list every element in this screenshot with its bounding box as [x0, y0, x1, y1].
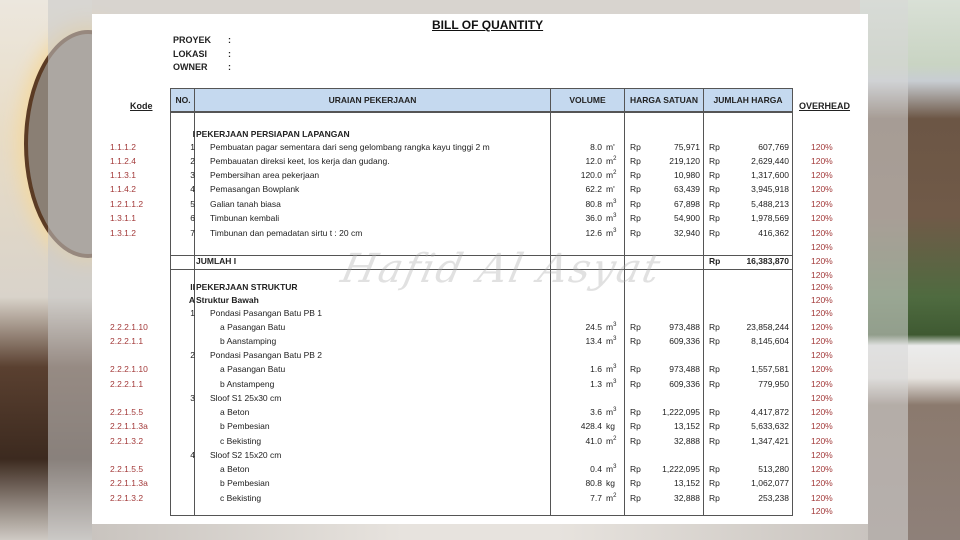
item-total: 8,145,604 [751, 336, 789, 346]
currency-label: Rp [630, 170, 641, 180]
overhead-value: 120% [811, 350, 833, 360]
currency-label: Rp [709, 199, 720, 209]
currency-label: Rp [630, 493, 641, 503]
item-unit-price: 219,120 [669, 156, 700, 166]
item-number: 3 [190, 170, 195, 180]
watermark: Hafid Al Asyat [337, 246, 666, 292]
kode-header: Kode [130, 101, 153, 111]
item-unit-price: 973,488 [669, 322, 700, 332]
item-description: b Aanstamping [220, 336, 277, 346]
item-description: JUMLAH I [196, 256, 237, 266]
currency-label: Rp [709, 142, 720, 152]
overhead-value: 120% [811, 170, 833, 180]
currency-label: Rp [709, 170, 720, 180]
item-total: 607,769 [758, 142, 789, 152]
table-row [92, 348, 868, 362]
item-volume: 36.0 [585, 213, 602, 223]
overhead-value: 120% [811, 199, 833, 209]
section-row [92, 293, 868, 307]
item-description: Sloof S1 25x30 cm [210, 393, 282, 403]
item-number: 7 [190, 228, 195, 238]
item-code: 2.2.1.1.3a [110, 421, 148, 431]
item-total: 513,280 [758, 464, 789, 474]
item-description: Pondasi Pasangan Batu PB 2 [210, 350, 322, 360]
item-unit-price: 67,898 [674, 199, 700, 209]
background-photo-right [860, 0, 960, 540]
item-code: 1.1.3.1 [110, 170, 136, 180]
item-code: 2.2.2.1.10 [110, 322, 148, 332]
item-volume: 80.8 [585, 199, 602, 209]
currency-label: Rp [709, 421, 720, 431]
overhead-value: 120% [811, 464, 833, 474]
item-total: 779,950 [758, 379, 789, 389]
overhead-value: 120% [811, 156, 833, 166]
overhead-value: 120% [811, 336, 833, 346]
item-code: 1.1.4.2 [110, 184, 136, 194]
item-volume: 24.5 [585, 322, 602, 332]
overhead-value: 120% [811, 364, 833, 374]
item-description: Timbunan kembali [210, 213, 280, 223]
currency-label: Rp [709, 336, 720, 346]
table-row [92, 197, 868, 211]
currency-label: Rp [630, 421, 641, 431]
meta-lokasi [173, 49, 231, 63]
meta-separator: : [228, 35, 231, 45]
item-unit: $m^3$ [606, 199, 617, 209]
item-code: 2.2.1.3.2 [110, 436, 144, 446]
item-volume: 1.3 [590, 379, 602, 389]
table-header [171, 89, 792, 113]
item-unit-price: 32,888 [674, 493, 700, 503]
table-row [92, 211, 868, 225]
item-unit-price: 973,488 [669, 364, 700, 374]
item-number: 5 [190, 199, 195, 209]
item-code: 2.2.2.1.1 [110, 336, 144, 346]
item-unit-price: 1,222,095 [662, 407, 700, 417]
item-unit-price: 13,152 [674, 478, 700, 488]
item-unit: $m^3$ [606, 322, 617, 332]
item-description: a Beton [220, 407, 250, 417]
item-total: 5,488,213 [751, 199, 789, 209]
table-row [92, 419, 868, 433]
currency-label: Rp [709, 156, 720, 166]
item-description: b Pembesian [220, 478, 270, 488]
overhead-value: 120% [811, 322, 833, 332]
currency-label: Rp [630, 213, 641, 223]
item-description: Pembauatan direksi keet, los kerja dan gudang. [210, 156, 390, 166]
col-volume: VOLUME [569, 95, 606, 105]
item-unit: $m^3$ [606, 407, 617, 417]
item-code: 2.2.1.5.5 [110, 407, 144, 417]
table-row [92, 182, 868, 196]
item-unit-price: 75,971 [674, 142, 700, 152]
item-total: 23,858,244 [746, 322, 789, 332]
item-total: 253,238 [758, 493, 789, 503]
col-unit-price: HARGA SATUAN [630, 95, 698, 105]
overhead-value: 120% [811, 142, 833, 152]
item-volume: 80.8 [585, 478, 602, 488]
item-unit: $m^3$ [606, 364, 617, 374]
item-total: 1,347,421 [751, 436, 789, 446]
overhead-value: 120% [811, 228, 833, 238]
table-row [92, 434, 868, 448]
currency-label: Rp [630, 436, 641, 446]
overhead-value: 120% [811, 436, 833, 446]
item-description: PEKERJAAN PERSIAPAN LAPANGAN [196, 129, 350, 139]
col-desc: URAIAN PEKERJAAN [328, 95, 417, 105]
col-total: JUMLAH HARGA [713, 95, 783, 105]
item-code: 2.2.2.1.10 [110, 364, 148, 374]
item-number: 2 [190, 350, 195, 360]
item-total: 5,633,632 [751, 421, 789, 431]
currency-label: Rp [709, 379, 720, 389]
item-description: PEKERJAAN STRUKTUR [196, 282, 298, 292]
item-code: 2.2.2.1.1 [110, 379, 144, 389]
table-row [92, 168, 868, 182]
item-description: Pembuatan pagar sementara dari seng gelombang rangka kayu tinggi 2 m [210, 142, 490, 152]
table-row [92, 154, 868, 168]
item-unit: $m^3$ [606, 213, 617, 223]
meta-separator: : [228, 62, 231, 72]
item-description: c Bekisting [220, 436, 262, 446]
table-row [92, 462, 868, 476]
item-unit: $m^2$ [606, 156, 617, 166]
overhead-value: 120% [811, 421, 833, 431]
item-code: 1.1.2.4 [110, 156, 136, 166]
item-total: 416,362 [758, 228, 789, 238]
item-code: 1.3.1.1 [110, 213, 136, 223]
item-unit: $m^3$ [606, 464, 617, 474]
item-unit-price: 63,439 [674, 184, 700, 194]
item-unit-price: 10,980 [674, 170, 700, 180]
project-meta [173, 35, 231, 76]
table-row [92, 320, 868, 334]
item-unit: m' [606, 142, 615, 152]
item-unit-price: 609,336 [669, 336, 700, 346]
item-volume: 41.0 [585, 436, 602, 446]
overhead-value: 120% [811, 213, 833, 223]
item-unit: kg [606, 478, 615, 488]
item-number: 1 [190, 142, 195, 152]
item-number: 2 [190, 156, 195, 166]
overhead-value: 120% [811, 270, 833, 280]
item-unit: $m^3$ [606, 228, 617, 238]
item-unit: m' [606, 184, 615, 194]
item-code: 1.1.1.2 [110, 142, 136, 152]
meta-owner [173, 62, 231, 76]
currency-label: Rp [630, 156, 641, 166]
currency-label: Rp [709, 493, 720, 503]
item-total: 2,629,440 [751, 156, 789, 166]
item-description: Pemasangan Bowplank [210, 184, 300, 194]
item-code: 1.2.1.1.2 [110, 199, 144, 209]
boq-sheet [92, 14, 868, 524]
table-row [92, 226, 868, 240]
overlay-fade [48, 0, 92, 540]
item-unit: kg [606, 421, 615, 431]
item-description: a Pasangan Batu [220, 322, 286, 332]
item-unit-price: 609,336 [669, 379, 700, 389]
table-row [92, 504, 868, 518]
currency-label: Rp [709, 478, 720, 488]
item-unit: $m^3$ [606, 336, 617, 346]
item-total: 1,978,569 [751, 213, 789, 223]
table-row [92, 476, 868, 490]
item-number: 4 [190, 450, 195, 460]
currency-label: Rp [630, 199, 641, 209]
overhead-value: 120% [811, 506, 833, 516]
currency-label: Rp [709, 228, 720, 238]
item-code: 2.2.1.1.3a [110, 478, 148, 488]
currency-label: Rp [630, 322, 641, 332]
item-unit-price: 32,940 [674, 228, 700, 238]
item-volume: 0.4 [590, 464, 602, 474]
item-unit-price: 32,888 [674, 436, 700, 446]
currency-label: Rp [709, 407, 720, 417]
table-row [92, 306, 868, 320]
item-number: 6 [190, 213, 195, 223]
overhead-value: 120% [811, 242, 833, 252]
section-row [92, 127, 868, 141]
table-row [92, 377, 868, 391]
item-unit-price: 54,900 [674, 213, 700, 223]
meta-label: OWNER [173, 62, 208, 72]
item-description: a Beton [220, 464, 250, 474]
background-photo-bottom [92, 522, 868, 540]
item-total: 3,945,918 [751, 184, 789, 194]
item-volume: 7.7 [590, 493, 602, 503]
item-volume: 120.0 [580, 170, 602, 180]
item-total: 1,557,581 [751, 364, 789, 374]
overhead-value: 120% [811, 450, 833, 460]
item-description: b Anstampeng [220, 379, 275, 389]
table-row [92, 405, 868, 419]
item-description: Galian tanah biasa [210, 199, 281, 209]
currency-label: Rp [630, 228, 641, 238]
item-volume: 12.0 [585, 156, 602, 166]
currency-label: Rp [709, 464, 720, 474]
item-description: Timbunan dan pemadatan sirtu t : 20 cm [210, 228, 363, 238]
document-title: BILL OF QUANTITY [432, 18, 544, 32]
item-description: Pembersihan area pekerjaan [210, 170, 320, 180]
currency-label: Rp [709, 436, 720, 446]
item-volume: 8.0 [590, 142, 602, 152]
item-total: 1,317,600 [751, 170, 789, 180]
currency-label: Rp [630, 379, 641, 389]
item-volume: 3.6 [590, 407, 602, 417]
item-volume: 1.6 [590, 364, 602, 374]
item-unit: $m^2$ [606, 493, 617, 503]
item-total: 1,062,077 [751, 478, 789, 488]
currency-label: Rp [630, 478, 641, 488]
item-total: 16,383,870 [746, 256, 789, 266]
overhead-value: 120% [811, 282, 833, 292]
overhead-header: OVERHEAD [799, 101, 851, 111]
overhead-value: 120% [811, 184, 833, 194]
table-row [92, 491, 868, 505]
item-volume: 428.4 [580, 421, 602, 431]
background-photo-left [0, 0, 92, 540]
currency-label: Rp [709, 256, 721, 266]
overhead-value: 120% [811, 493, 833, 503]
table-row [92, 140, 868, 154]
currency-label: Rp [630, 464, 641, 474]
currency-label: Rp [630, 184, 641, 194]
item-unit-price: 1,222,095 [662, 464, 700, 474]
currency-label: Rp [630, 407, 641, 417]
item-number: 4 [190, 184, 195, 194]
item-description: Struktur Bawah [196, 295, 259, 305]
item-number: II [190, 282, 195, 292]
overhead-value: 120% [811, 478, 833, 488]
item-unit: $m^3$ [606, 379, 617, 389]
item-unit-price: 13,152 [674, 421, 700, 431]
overhead-value: 120% [811, 379, 833, 389]
item-volume: 13.4 [585, 336, 602, 346]
currency-label: Rp [709, 184, 720, 194]
currency-label: Rp [630, 364, 641, 374]
meta-separator: : [228, 48, 231, 59]
item-code: 1.3.1.2 [110, 228, 136, 238]
item-volume: 62.2 [585, 184, 602, 194]
overhead-value: 120% [811, 308, 833, 318]
overhead-value: 120% [811, 407, 833, 417]
currency-label: Rp [709, 364, 720, 374]
item-number: A [188, 295, 195, 305]
item-description: Sloof S2 15x20 cm [210, 450, 282, 460]
table-row [92, 334, 868, 348]
item-code: 2.2.1.3.2 [110, 493, 144, 503]
currency-label: Rp [630, 142, 641, 152]
item-number: I [192, 129, 195, 139]
table-row [92, 362, 868, 376]
item-total: 4,417,872 [751, 407, 789, 417]
item-description: c Bekisting [220, 493, 262, 503]
currency-label: Rp [630, 336, 641, 346]
meta-label: PROYEK [173, 35, 212, 45]
item-unit: $m^2$ [606, 170, 617, 180]
table-row [92, 391, 868, 405]
overhead-value: 120% [811, 393, 833, 403]
overhead-value: 120% [811, 256, 833, 266]
col-no: NO. [175, 95, 191, 105]
table-row [92, 448, 868, 462]
overhead-value: 120% [811, 295, 833, 305]
item-description: Pondasi Pasangan Batu PB 1 [210, 308, 322, 318]
item-description: a Pasangan Batu [220, 364, 286, 374]
item-unit: $m^2$ [606, 436, 617, 446]
item-number: 3 [190, 393, 195, 403]
item-code: 2.2.1.5.5 [110, 464, 144, 474]
meta-label: LOKASI [173, 48, 208, 59]
meta-proyek [173, 35, 231, 49]
background-photo-top [92, 0, 868, 14]
item-volume: 12.6 [585, 228, 602, 238]
currency-label: Rp [709, 322, 720, 332]
currency-label: Rp [709, 213, 720, 223]
item-number: 1 [190, 308, 195, 318]
item-description: b Pembesian [220, 421, 270, 431]
